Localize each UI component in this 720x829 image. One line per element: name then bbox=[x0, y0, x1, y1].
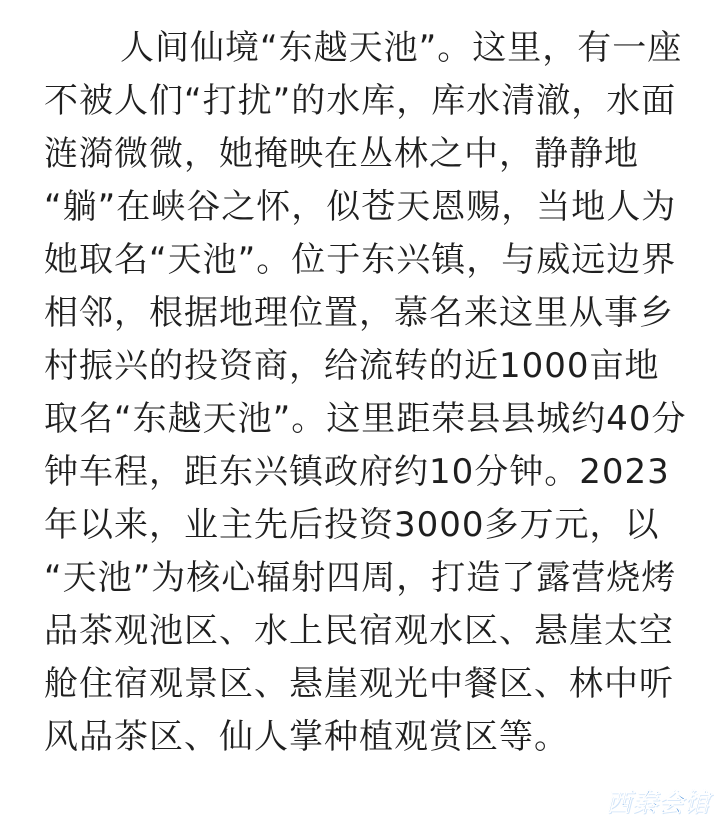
paragraph-line: 品茶观池区、水上民宿观水区、悬崖太空 bbox=[44, 611, 674, 651]
paragraph-line: 钟车程，距东兴镇政府约10分钟。2023 bbox=[44, 452, 670, 492]
paragraph-line: 风品茶区、仙人掌种植观赏区等。 bbox=[44, 717, 569, 757]
paragraph-line: 年以来，业主先后投资3000多万元，以 bbox=[44, 505, 660, 545]
paragraph-line: 村振兴的投资商，给流转的近1000亩地 bbox=[44, 346, 660, 386]
paragraph-line: 不被人们“打扰”的水库，库水清澈，水面 bbox=[44, 81, 677, 121]
paragraph-line: 取名“东越天池”。这里距荣县县城约40分 bbox=[44, 399, 687, 439]
paragraph-line: 相邻，根据地理位置，慕名来这里从事乡 bbox=[44, 293, 674, 333]
paragraph-line: 舱住宿观景区、悬崖观光中餐区、林中听 bbox=[44, 664, 674, 704]
paragraph-line: “天池”为核心辐射四周，打造了露营烧烤 bbox=[44, 558, 677, 598]
paragraph-line: 她取名“天池”。位于东兴镇，与威远边界 bbox=[44, 240, 677, 280]
paragraph-line: “躺”在峡谷之怀，似苍天恩赐，当地人为 bbox=[44, 187, 677, 227]
paragraph-line: 涟漪微微，她掩映在丛林之中，静静地 bbox=[44, 134, 639, 174]
paragraph-line: 人间仙境“东越天池”。这里，有一座 bbox=[120, 28, 683, 68]
article-body bbox=[44, 22, 687, 764]
watermark-logo: 西秦会馆 bbox=[605, 788, 710, 817]
